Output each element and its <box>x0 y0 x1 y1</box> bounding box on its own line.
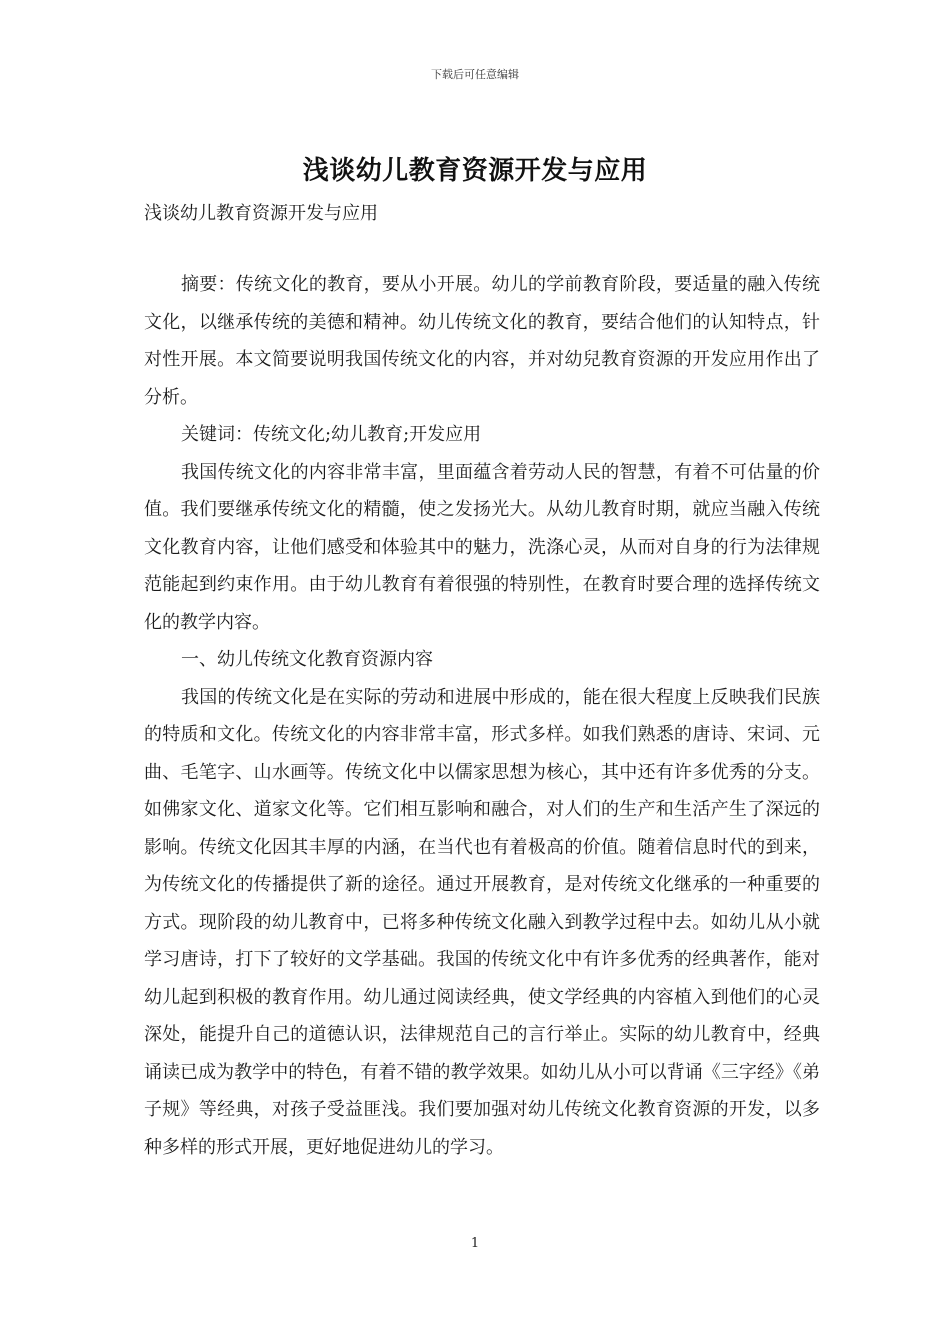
document-subtitle: 浅谈幼儿教育资源开发与应用 <box>144 203 378 224</box>
page-number: 1 <box>470 1236 480 1251</box>
section-paragraph: 我国的传统文化是在实际的劳动和进展中形成的，能在很大程度上反映我们民族的特质和文化。传统文化的内容非常丰富，形式多样。如我们熟悉的唐诗、宋词、元曲、毛笔字、山水画等。传统文化中以儒家思想为核心，其中还有许多优秀的分支。如佛家文化、道家文化等。它们相互影响和融合，对人们的生产和生活产生了深远的影响。传统文化因其丰厚的内涵，在当代也有着极高的价值。随着信息时代的到来，为传统文化的传播提供了新的途径。通过开展教育，是对传统文化继承的一种重要的方式。现阶段的幼儿教育中，已将多种传统文化融入到教学过程中去。如幼儿从小就学习唐诗，打下了较好的文学基础。我国的传统文化中有许多优秀的经典著作，能对幼儿起到积极的教育作用。幼儿通过阅读经典，使文学经典的内容植入到他们的心灵深处，能提升自己的道德认识，法律规范自己的言行举止。实际的幼儿教育中，经典诵读已成为教学中的特色，有着不错的教学效果。如幼儿从小可以背诵《三字经》《弟子规》等经典，对孩子受益匪浅。我们要加强对幼儿传统文化教育资源的开发，以多种多样的形式开展，更好地促进幼儿的学习。 <box>144 686 820 1158</box>
abstract-paragraph: 摘要：传统文化的教育，要从小开展。幼儿的学前教育阶段，要适量的融入传统文化，以继承传统的美德和精神。幼儿传统文化的教育，要结合他们的认知特点，针对性开展。本文简要说明我国传统文化的内容，并对幼兒教育资源的开发应用作出了分析。 <box>144 274 820 408</box>
page-header-note: 下载后可任意编辑 <box>431 68 519 81</box>
section-heading: 一、幼儿传统文化教育资源内容 <box>181 649 433 670</box>
intro-paragraph: 我国传统文化的内容非常丰富，里面蕴含着劳动人民的智慧，有着不可估量的价值。我们要继承传统文化的精髓，使之发扬光大。从幼儿教育时期，就应当融入传统文化教育内容，让他们感受和体验其中的魅力，洗涤心灵，从而对自身的行为法律规范能起到约束作用。由于幼儿教育有着很强的特别性，在教育时要合理的选择传统文化的教学内容。 <box>144 461 820 633</box>
keywords-paragraph: 关键词：传统文化;幼儿教育;开发应用 <box>181 424 482 445</box>
document-body <box>144 266 820 1166</box>
document-title: 浅谈幼儿教育资源开发与应用 <box>302 156 648 186</box>
